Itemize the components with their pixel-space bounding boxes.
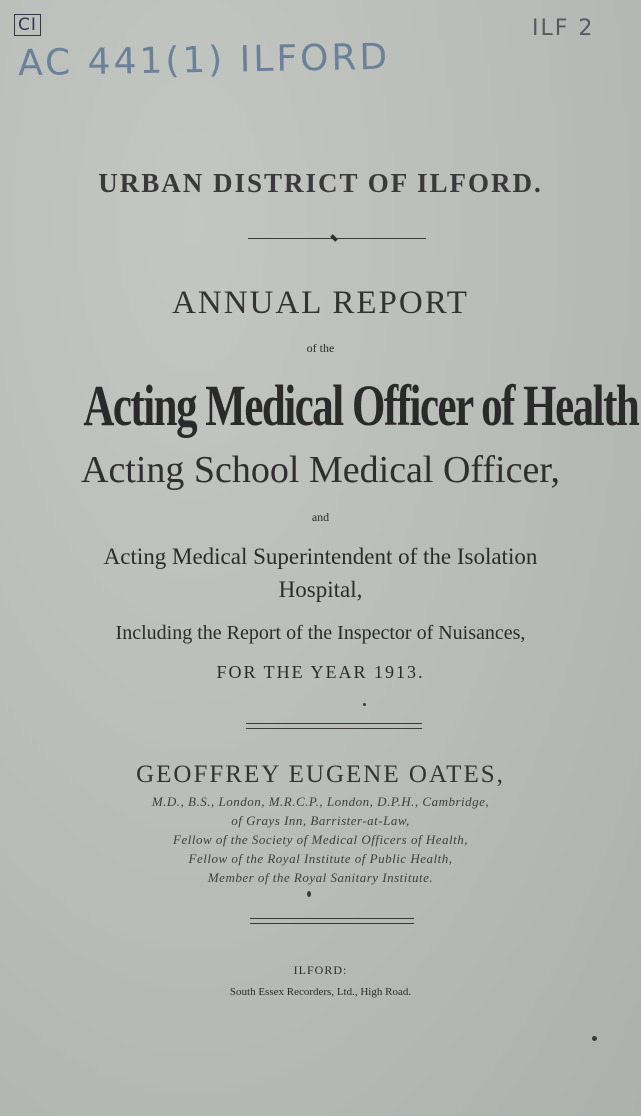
paper-speck (592, 1036, 597, 1041)
inspector-report-line: Including the Report of the Inspector of Nuisances, (115, 622, 526, 644)
archive-box-label: CI (14, 14, 41, 36)
district-heading: URBAN DISTRICT OF ILFORD. (98, 168, 543, 198)
of-the-connector: of the (306, 341, 335, 355)
double-rule-top (250, 918, 414, 919)
author-qualification: Fellow of the Society of Medical Officers of Health, (173, 832, 468, 847)
acting-moh-title: Acting Medical Officer of Health (83, 373, 639, 438)
author-name: GEOFFREY EUGENE OATES, (136, 761, 505, 788)
double-rule-bottom (246, 728, 422, 729)
paper-speck (363, 703, 366, 706)
author-qualification: Fellow of the Royal Institute of Public Health, (188, 851, 453, 866)
and-connector: and (311, 510, 330, 524)
report-year-line: FOR THE YEAR 1913. (216, 662, 425, 682)
paper-speck (307, 891, 311, 897)
imprint-printer: South Essex Recorders, Ltd., High Road. (229, 986, 412, 998)
acting-superintendent-line-1: Acting Medical Superintendent of the Isolation (103, 544, 538, 569)
acting-smo-title: Acting School Medical Officer, (81, 449, 560, 491)
author-qualification: Member of the Royal Sanitary Institute. (207, 870, 434, 885)
double-rule-bottom (250, 923, 414, 924)
archive-corner-code: ILF 2 (532, 16, 595, 41)
author-qualification: M.D., B.S., London, M.R.C.P., London, D.P.H., Cambridge, (151, 794, 490, 809)
author-qualification: of Grays Inn, Barrister-at-Law, (231, 813, 410, 828)
archive-reference-mark: AC 441(1) ILFORD (17, 36, 391, 85)
imprint-place: ILFORD: (293, 963, 348, 977)
annual-report-heading: ANNUAL REPORT (172, 285, 469, 321)
acting-superintendent-line-2: Hospital, (278, 577, 363, 602)
double-rule-top (246, 723, 422, 724)
divider-diamond-ornament (330, 234, 338, 242)
